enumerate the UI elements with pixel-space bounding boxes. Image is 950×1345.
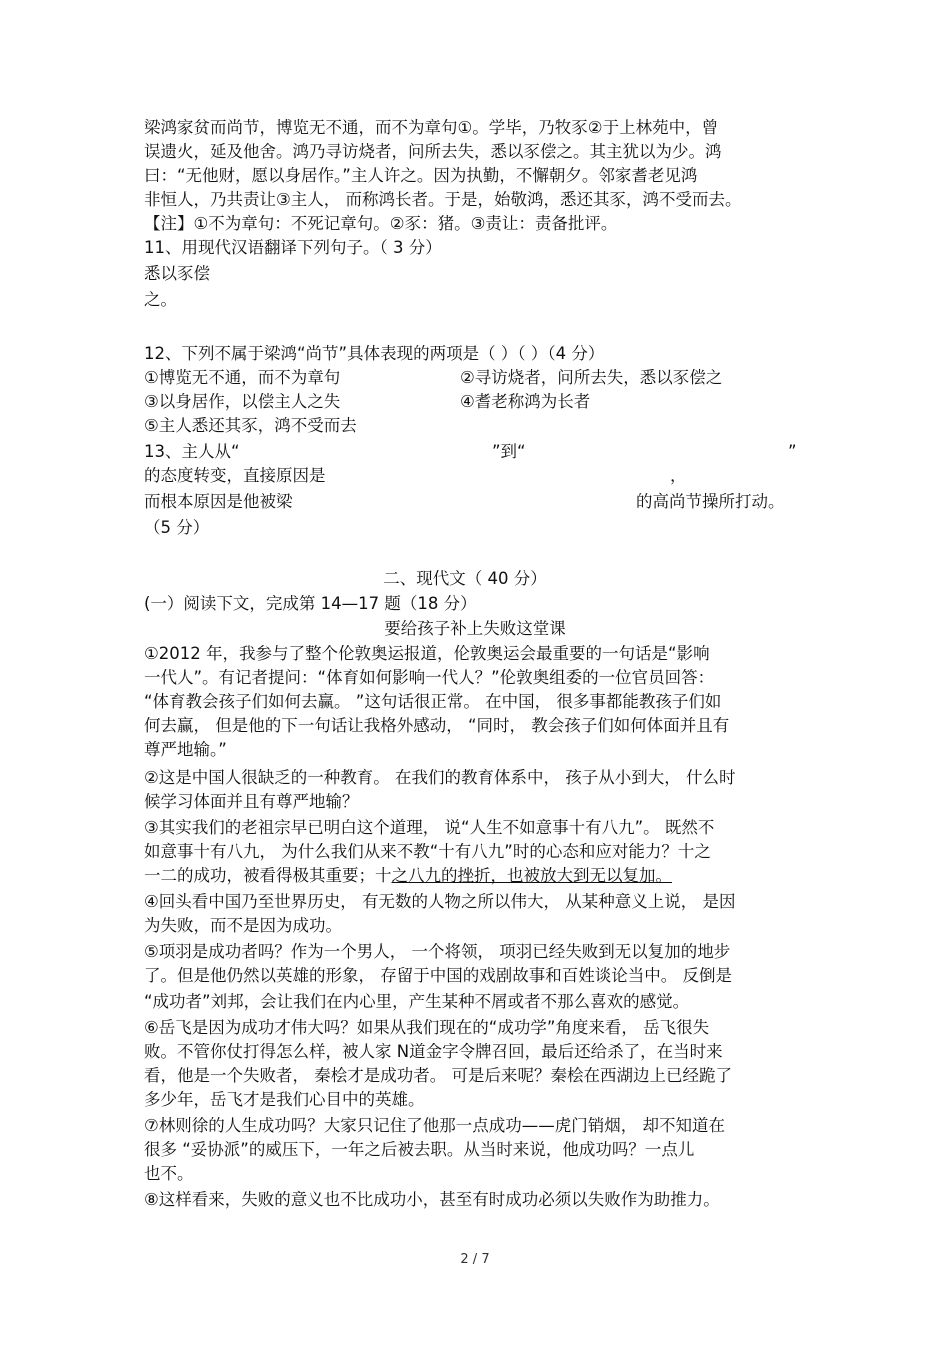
- article-title: 要给孩子补上失败这堂课: [384, 619, 566, 638]
- question-12-option: ③以身居作，以偿主人之失: [144, 392, 341, 411]
- article-line: ①2012 年，我参与了整个伦敦奥运报道，伦敦奥运会最重要的一句话是“影响: [144, 644, 710, 663]
- passage-line: 梁鸿家贫而尚节，博览无不通，而不为章句①。学毕，乃牧豕②于上林苑中，曾: [144, 118, 719, 137]
- article-line: 候学习体面并且有尊严地输？: [144, 792, 359, 811]
- question-13-text: 的高尚节操所打动。: [636, 492, 785, 511]
- question-12-option: ②寻访烧者，问所去失，悉以豕偿之: [460, 368, 723, 387]
- article-line: [144, 864, 672, 888]
- question-11-sentence: 悉以豕偿: [144, 264, 210, 283]
- article-line: ②这是中国人很缺乏的一种教育。 在我们的教育体系中， 孩子从小到大， 什么时: [144, 768, 736, 787]
- article-line: ⑥岳飞是因为成功才伟大吗？如果从我们现在的“成功学”角度来看， 岳飞很失: [144, 1018, 710, 1037]
- section-subheading: (一）阅读下文，完成第 14—17 题（18 分）: [144, 594, 477, 613]
- article-line: 如意事十有八九， 为什么我们从来不教“十有八九”时的心态和应对能力？十之: [144, 842, 711, 861]
- article-line: ⑧这样看来，失败的意义也不比成功小，甚至有时成功必须以失败作为助推力。: [144, 1190, 720, 1209]
- article-line: 败。不管你仗打得怎么样，被人家 N道金字令牌召回，最后还给杀了，在当时来: [144, 1042, 723, 1061]
- article-line: “体育教会孩子们如何去赢。 ”这句话很正常。 在中国， 很多事都能教孩子们如: [144, 692, 722, 711]
- article-line: 何去赢， 但是他的下一句话让我格外感动， “同时， 教会孩子们如何体面并且有: [144, 716, 730, 735]
- passage-line: 误遗火，延及他舍。鸿乃寻访烧者，问所去失，悉以豕偿之。其主犹以为少。鸿: [144, 142, 722, 161]
- question-11-sentence: 之。: [144, 290, 177, 309]
- question-12-option: ④耆老称鸿为长者: [460, 392, 591, 411]
- article-line: “成功者”刘邦，会让我们在内心里，产生某种不屑或者不那么喜欢的感觉。: [144, 992, 690, 1011]
- question-11-prompt: 11、用现代汉语翻译下列句子。（ 3 分）: [144, 238, 442, 257]
- article-text: 一二的成功，被看得极其重要；十: [144, 866, 392, 885]
- article-line: 了。但是他仍然以英雄的形象， 存留于中国的戏剧故事和百姓谈论当中。 反倒是: [144, 966, 732, 985]
- article-line: 为失败，而不是因为成功。: [144, 916, 342, 935]
- question-13-text: 的态度转变，直接原因是: [144, 466, 326, 485]
- question-12-option: ⑤主人悉还其豕，鸿不受而去: [144, 416, 357, 435]
- article-line: ⑤项羽是成功者吗？作为一个男人， 一个将领， 项羽已经失败到无以复加的地步: [144, 942, 731, 961]
- question-12-prompt: 12、下列不属于梁鸿“尚节”具体表现的两项是（ ）（ ）（4 分）: [144, 344, 605, 363]
- question-13-text: 而根本原因是他被梁: [144, 492, 293, 511]
- article-line: ④回头看中国乃至世界历史， 有无数的人物之所以伟大， 从某种意义上说， 是因: [144, 892, 736, 911]
- article-line: ③其实我们的老祖宗早已明白这个道理， 说“人生不如意事十有八九”。 既然不: [144, 818, 715, 837]
- question-13-text: 13、主人从“: [144, 442, 240, 461]
- question-13-score: （5 分）: [144, 518, 210, 537]
- article-line: 看，他是一个失败者， 秦桧才是成功者。 可是后来呢？秦桧在西湖边上已经跪了: [144, 1066, 732, 1085]
- article-line: 尊严地输。”: [144, 740, 227, 759]
- passage-line: 曰：“无他财，愿以身居作。”主人许之。因为执勤，不懈朝夕。邻家耆老见鸿: [144, 166, 698, 185]
- article-line: 一代人”。有记者提问：“体育如何影响一代人？”伦敦奥组委的一位官员回答：: [144, 668, 715, 687]
- page-number: 2 / 7: [460, 1252, 490, 1267]
- article-line: 多少年，岳飞才是我们心目中的英雄。: [144, 1090, 425, 1109]
- underlined-sentence: 之八九的挫折，也被放大到无以复加。: [391, 866, 672, 885]
- question-13-text: ，: [670, 466, 687, 485]
- passage-note: 【注】①不为章句：不死记章句。②豕：猪。③责让：责备批评。: [144, 214, 618, 233]
- question-12-option: ①博览无不通，而不为章句: [144, 368, 341, 387]
- passage-line: 非恒人，乃共责让③主人， 而称鸿长者。于是，始敬鸿，悉还其豕，鸿不受而去。: [144, 190, 742, 209]
- question-13-text: ”: [788, 442, 797, 461]
- article-line: 很多 “妥协派”的威压下，一年之后被去职。从当时来说，他成功吗？一点儿: [144, 1140, 695, 1159]
- section-heading: 二、现代文（ 40 分）: [383, 569, 547, 588]
- question-13-text: ”到“: [492, 442, 526, 461]
- article-line: 也不。: [144, 1164, 194, 1183]
- article-line: ⑦林则徐的人生成功吗？大家只记住了他那一点成功——虎门销烟， 却不知道在: [144, 1116, 726, 1135]
